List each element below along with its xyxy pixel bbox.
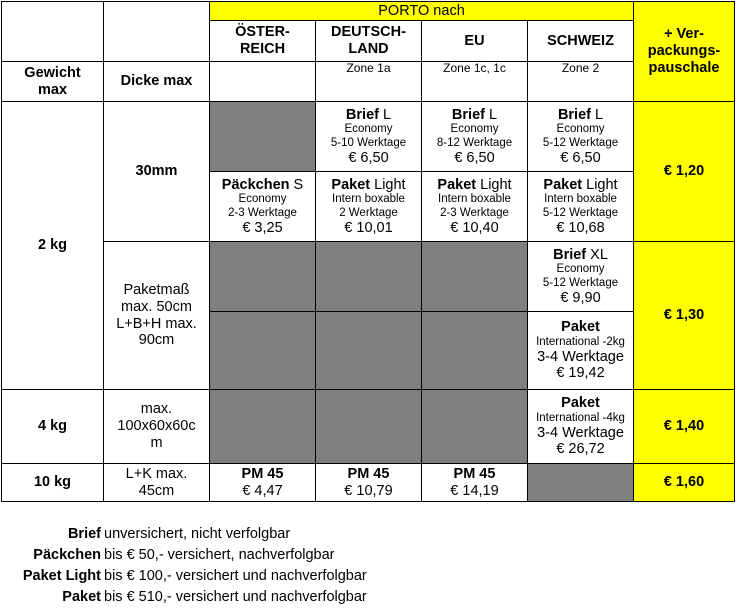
legend-value: bis € 100,- versichert und nachverfolgbar: [104, 568, 367, 584]
product-name: Paket: [561, 318, 600, 335]
unavailable-cell: [422, 390, 528, 464]
de-paket-light-cell: [316, 172, 422, 242]
product-name: Brief: [451, 106, 485, 123]
legend-value: bis € 510,- versichert und nachverfolgbar: [104, 589, 367, 605]
unavailable-cell: [210, 312, 316, 390]
product-name: Päckchen: [221, 176, 290, 193]
unavailable-cell: [422, 242, 528, 312]
price: € 26,72: [556, 441, 605, 458]
legend-row: [1, 524, 367, 545]
country-header-schweiz: SCHWEIZ: [528, 21, 634, 62]
dicke-30mm: 30mm: [104, 102, 210, 242]
product-type: Economy: [238, 193, 287, 206]
weight-4kg: 4 kg: [2, 390, 104, 464]
de-brief-l-cell: [316, 102, 422, 172]
product-type: Intern boxable: [438, 193, 511, 206]
legend-key: Paket Light: [22, 568, 101, 584]
zone-eu: Zone 1c, 1c: [422, 62, 528, 102]
price: € 19,42: [556, 365, 605, 382]
porto-nach-header: PORTO nach: [210, 2, 634, 21]
product-size: Light: [476, 176, 512, 193]
ch-brief-l-cell: [528, 102, 634, 172]
legend-row: [1, 587, 367, 608]
product-type: Economy: [450, 123, 499, 136]
product-name: PM 45: [453, 465, 496, 482]
unavailable-cell: [422, 312, 528, 390]
product-size: S: [289, 176, 304, 193]
delivery-days: 8-12 Werktage: [436, 136, 513, 149]
legend-value: bis € 50,- versichert, nachverfolgbar: [104, 547, 335, 563]
porto-price-table: [1, 1, 735, 502]
zone-schweiz: Zone 2: [528, 62, 634, 102]
unavailable-cell: [528, 464, 634, 502]
dicke-lk-45cm: L+K max. 45cm: [104, 464, 210, 502]
price: € 10,79: [344, 482, 393, 499]
price: € 4,47: [242, 482, 283, 499]
price: € 9,90: [560, 289, 601, 306]
price: € 10,01: [344, 219, 393, 236]
price: € 6,50: [454, 149, 495, 166]
unavailable-cell: [210, 242, 316, 312]
product-size: L: [378, 106, 392, 123]
unavailable-cell: [210, 102, 316, 172]
product-type: International -2kg: [536, 335, 625, 348]
country-header-eu: EU: [422, 21, 528, 62]
at-pm45-cell: [210, 464, 316, 502]
delivery-days: 3-4 Werktage: [537, 348, 624, 365]
product-name: Paket: [331, 176, 371, 193]
legend-key: Brief: [67, 526, 101, 542]
delivery-days: 5-12 Werktage: [542, 136, 619, 149]
price: € 6,50: [560, 149, 601, 166]
country-header-oesterreich: ÖSTER- REICH: [210, 21, 316, 62]
eu-paket-light-cell: [422, 172, 528, 242]
corner-empty: [2, 2, 104, 62]
unavailable-cell: [210, 390, 316, 464]
product-size: Light: [370, 176, 406, 193]
product-name: Paket: [437, 176, 477, 193]
unavailable-cell: [316, 242, 422, 312]
dicke-max-100x60x60: max. 100x60x60c m: [104, 390, 210, 464]
product-size: Light: [582, 176, 618, 193]
price: € 10,68: [556, 219, 605, 236]
legend-key: Paket: [62, 589, 101, 605]
unavailable-cell: [316, 312, 422, 390]
product-size: L: [484, 106, 498, 123]
product-size: L: [590, 106, 604, 123]
weight-2kg: 2 kg: [2, 102, 104, 390]
zone-oesterreich: [210, 62, 316, 102]
product-name: Paket: [561, 394, 600, 411]
delivery-days: 5-12 Werktage: [542, 276, 619, 289]
product-name: Paket: [543, 176, 583, 193]
delivery-days: 2 Werktage: [339, 206, 398, 219]
ch-paket-4kg-cell: [528, 390, 634, 464]
price: € 14,19: [450, 482, 499, 499]
country-header-deutschland: DEUTSCH- LAND: [316, 21, 422, 62]
product-type: Intern boxable: [332, 193, 405, 206]
product-name: PM 45: [347, 465, 390, 482]
product-size: XL: [586, 246, 608, 263]
corner-empty-2: [104, 2, 210, 62]
pauschale-1-20: € 1,20: [634, 102, 735, 242]
ch-paket-light-cell: [528, 172, 634, 242]
eu-pm45-cell: [422, 464, 528, 502]
ch-paket-2kg-cell: [528, 312, 634, 390]
delivery-days: 3-4 Werktage: [537, 424, 624, 441]
dicke-max-header: Dicke max: [104, 62, 210, 102]
pauschale-1-40: € 1,40: [634, 390, 735, 464]
delivery-days: 2-3 Werktage: [440, 206, 509, 219]
delivery-days: 5-10 Werktage: [330, 136, 407, 149]
product-type: Economy: [344, 123, 393, 136]
weight-10kg: 10 kg: [2, 464, 104, 502]
product-name: Brief: [345, 106, 379, 123]
delivery-days: 5-12 Werktage: [542, 206, 619, 219]
price: € 3,25: [242, 219, 283, 236]
ch-brief-xl-cell: [528, 242, 634, 312]
product-name: Brief: [557, 106, 591, 123]
at-paeckchen-s-cell: [210, 172, 316, 242]
product-name: Brief: [553, 246, 587, 263]
price: € 10,40: [450, 219, 499, 236]
price: € 6,50: [348, 149, 389, 166]
product-type: Economy: [556, 263, 605, 276]
legend-row: [1, 566, 367, 587]
pauschale-1-30: € 1,30: [634, 242, 735, 390]
pauschale-1-60: € 1,60: [634, 464, 735, 502]
legend-key: Päckchen: [33, 547, 101, 563]
gewicht-max-header: Gewicht max: [2, 62, 104, 102]
de-pm45-cell: [316, 464, 422, 502]
legend-table: [1, 524, 367, 608]
delivery-days: 2-3 Werktage: [228, 206, 297, 219]
legend-row: [1, 545, 367, 566]
zone-deutschland: Zone 1a: [316, 62, 422, 102]
product-name: PM 45: [241, 465, 284, 482]
dicke-paketmass: Paketmaß max. 50cm L+B+H max. 90cm: [104, 242, 210, 390]
product-type: Intern boxable: [544, 193, 617, 206]
legend-value: unversichert, nicht verfolgbar: [104, 526, 291, 542]
product-type: International -4kg: [536, 411, 625, 424]
unavailable-cell: [316, 390, 422, 464]
product-type: Economy: [556, 123, 605, 136]
eu-brief-l-cell: [422, 102, 528, 172]
verpackungspauschale-header: + Ver- packungs- pauschale: [634, 2, 735, 102]
